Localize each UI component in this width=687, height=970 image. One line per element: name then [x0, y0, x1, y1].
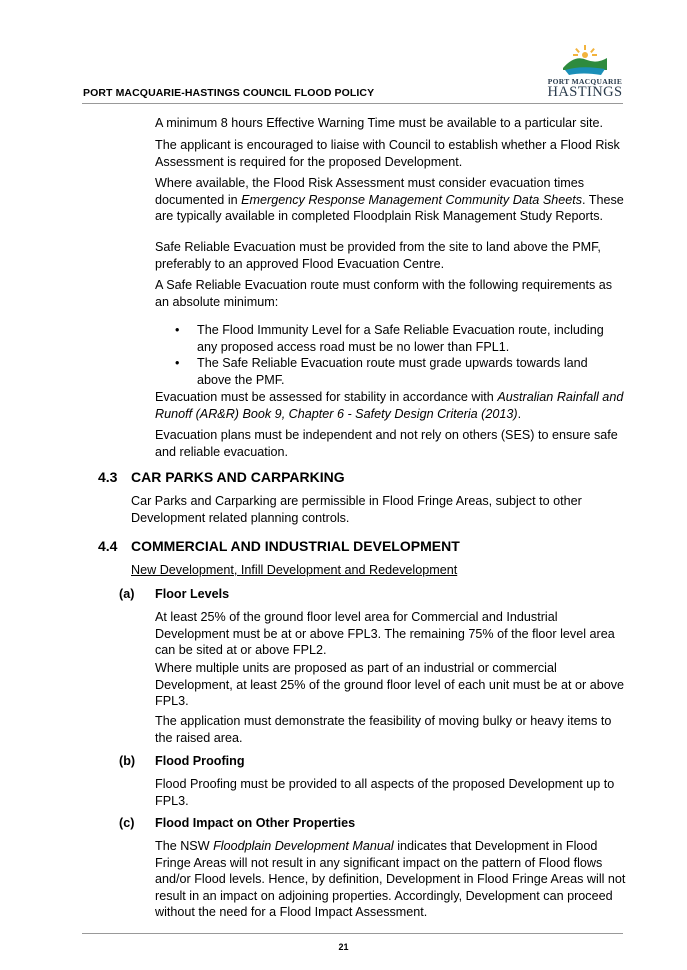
- section-title: CAR PARKS AND CARPARKING: [131, 469, 345, 485]
- paragraph: Where multiple units are proposed as part of an industrial or commercial Development, at least 25% of the ground floor level of each unit must be at or above FPL3.: [155, 661, 625, 708]
- paragraph: A minimum 8 hours Effective Warning Time must be available to a particular site.: [155, 116, 603, 130]
- paragraph: A Safe Reliable Evacuation route must conform with the following requirements as an absolute minimum:: [155, 278, 613, 309]
- section-heading-4-3: [98, 469, 345, 486]
- section-number: 4.3: [98, 469, 118, 485]
- text-run: Evacuation must be assessed for stability in accordance with: [155, 390, 498, 404]
- footer-divider: [82, 933, 623, 934]
- text-run: .: [517, 406, 522, 421]
- subsection-number: (b): [119, 754, 136, 768]
- text-run: Where available, the Flood Risk Assessment must consider evacuation times documented in: [155, 176, 585, 207]
- subsection-number: (a): [119, 587, 135, 601]
- text-run: . These are typically available in completed Floodplain Risk Management Study Reports.: [155, 192, 624, 223]
- paragraph-stability: [155, 389, 627, 422]
- paragraph: Evacuation plans must be independent and not rely on others (SES) to ensure safe and reliable evacuation.: [155, 428, 618, 459]
- text-run: The NSW: [155, 839, 214, 853]
- paragraph: The application must demonstrate the feasibility of moving bulky or heavy items to the raised area.: [155, 714, 612, 745]
- subsection-heading-b: [119, 753, 245, 770]
- list-item-text: The Safe Reliable Evacuation route must grade upwards towards land above the PMF.: [197, 356, 588, 387]
- section-title: COMMERCIAL AND INDUSTRIAL DEVELOPMENT: [131, 538, 460, 554]
- subsection-title: Flood Proofing: [155, 754, 245, 768]
- subsection-heading-a: [119, 586, 229, 603]
- list-item: [175, 355, 625, 388]
- page-number: 21: [338, 942, 349, 952]
- council-logo: [547, 44, 623, 100]
- document-title: PORT MACQUARIE-HASTINGS COUNCIL FLOOD POLICY: [83, 87, 375, 99]
- bullet-icon: •: [175, 356, 180, 370]
- logo-text-line2: HASTINGS: [547, 84, 623, 100]
- paragraph-flood-impact: [155, 838, 627, 921]
- italic-reference: Emergency Response Management Community Data Sheets: [241, 192, 583, 207]
- logo-text-line1: PORT MACQUARIE: [547, 77, 623, 86]
- italic-reference: Australian Rainfall and Runoff (AR&R) Book 9, Chapter 6 - Safety Design Criteria (2013): [155, 390, 624, 421]
- italic-reference: Floodplain Development Manual: [213, 839, 394, 853]
- requirements-list: [175, 322, 625, 388]
- paragraph: Flood Proofing must be provided to all aspects of the proposed Development up to FPL3.: [155, 777, 615, 808]
- subsection-title: Flood Impact on Other Properties: [155, 816, 356, 830]
- paragraph: The applicant is encouraged to liaise with Council to establish whether a Flood Risk Assessment is required for the proposed Development.: [155, 138, 620, 169]
- text-run: indicates that Development in Flood Fringe Areas will not result in any significant impact on the pattern of Flood flows and/or Flood levels. Hence, by definition, Development in Flood Fringe Areas will not result in an impact on adjoining properties. Accordingly, Development can proceed without the need for a Flood Impact Assessment.: [155, 839, 626, 919]
- subsection-title: Floor Levels: [155, 587, 230, 601]
- subsection-number: (c): [119, 816, 135, 830]
- paragraph: Car Parks and Carparking are permissible in Flood Fringe Areas, subject to other Development related planning controls.: [131, 494, 582, 525]
- paragraph: Safe Reliable Evacuation must be provided from the site to land above the PMF, preferably to an approved Flood Evacuation Centre.: [155, 240, 601, 271]
- header-divider: [82, 103, 623, 104]
- underlined-subheading: New Development, Infill Development and Redevelopment: [131, 563, 458, 577]
- paragraph: At least 25% of the ground floor level area for Commercial and Industrial Development must be at or above FPL3. The remaining 75% of the floor level area can be sited at or above FPL2.: [155, 610, 615, 657]
- section-heading-4-4: [98, 538, 460, 555]
- logo-emblem-icon: [561, 44, 609, 78]
- subsection-heading-c: [119, 815, 355, 832]
- list-item-text: The Flood Immunity Level for a Safe Reliable Evacuation route, including any proposed access road must be no lower than FPL1.: [197, 323, 604, 354]
- section-number: 4.4: [98, 538, 118, 554]
- paragraph-evacuation-times: [155, 175, 627, 225]
- bullet-icon: •: [175, 323, 180, 337]
- list-item: [175, 322, 625, 355]
